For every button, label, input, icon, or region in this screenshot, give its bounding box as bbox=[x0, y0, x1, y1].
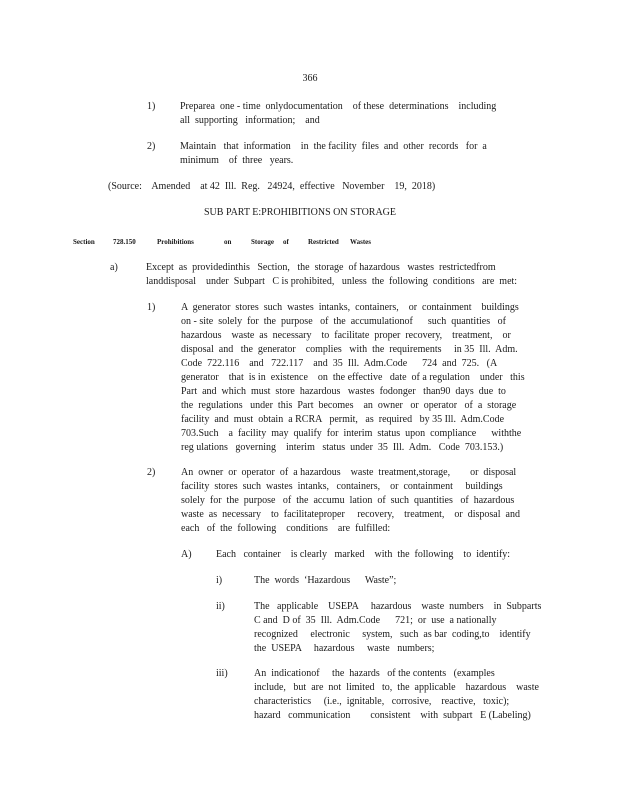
roman-ii-line: The applicable USEPA hazardous waste numbers in Subparts bbox=[254, 601, 542, 612]
roman-iii-line: hazard communication consistent with subpart E (Labeling) bbox=[254, 710, 531, 721]
sub1-line: Part and which must store hazardous wastes fodonger than90 days due to bbox=[181, 386, 506, 397]
page-number: 366 bbox=[302, 73, 318, 84]
roman-i-number: i) bbox=[216, 575, 223, 586]
item-1-line-2: all supporting information; and bbox=[180, 115, 320, 126]
item-2-number: 2) bbox=[147, 141, 156, 152]
roman-iii-line: include, but are not limited to, the applicable hazardous waste bbox=[254, 682, 539, 693]
item-2-line-2: minimum of three years. bbox=[180, 155, 294, 166]
roman-iii-line: An indicationof the hazards of the contents (examples bbox=[254, 668, 495, 679]
sub1-line: disposal and the generator complies with the requirements in 35 Ill. Adm. bbox=[181, 344, 518, 355]
sub2-number: 2) bbox=[147, 467, 156, 478]
sub1-line: reg ulations governing interim status under 35 Ill. Adm. Code 703.153.) bbox=[181, 442, 504, 453]
roman-ii-line: C and D of 35 Ill. Adm.Code 721; or use a nationally bbox=[254, 615, 497, 626]
roman-iii-number: iii) bbox=[216, 668, 228, 679]
section-title-word-1: Prohibitions bbox=[157, 238, 194, 246]
para-a-number: a) bbox=[110, 262, 118, 273]
sub1-line: on - site solely for the purpose of the accumulationof such quantities of bbox=[181, 316, 506, 327]
section-title-word-6: Wastes bbox=[350, 238, 371, 246]
sub1-number: 1) bbox=[147, 302, 156, 313]
sub2-line: waste as necessary to facilitateproper recovery, treatment, or disposal and bbox=[181, 509, 520, 520]
sub2-line: solely for the purpose of the accumu lation of such quantities of hazardous bbox=[181, 495, 515, 506]
sub2-line: facility stores such wastes intanks, containers, or containment buildings bbox=[181, 481, 503, 492]
section-title-word-4: of bbox=[283, 238, 289, 246]
sub1-line: A generator stores such wastes intanks, containers, or containment buildings bbox=[181, 302, 519, 313]
sub2-line: each of the following conditions are fulfilled: bbox=[181, 523, 391, 534]
roman-ii-line: the USEPA hazardous waste numbers; bbox=[254, 643, 435, 654]
sub1-line: hazardous waste as necessary to facilitate proper recovery, treatment, or bbox=[181, 330, 511, 341]
source-note: (Source: Amended at 42 Ill. Reg. 24924, effective November 19, 2018) bbox=[108, 181, 436, 192]
subA-number: A) bbox=[181, 549, 192, 560]
roman-ii-line: recognized electronic system, such as bar coding,to identify bbox=[254, 629, 531, 640]
sub1-line: the regulations under this Part becomes an owner or operator of a storage bbox=[181, 400, 517, 411]
para-a-line-1: Except as providedinthis Section, the storage of hazardous wastes restrictedfrom bbox=[146, 262, 496, 273]
item-1-number: 1) bbox=[147, 101, 156, 112]
para-a-line-2: landdisposal under Subpart C is prohibited, unless the following conditions are met: bbox=[146, 276, 518, 287]
sub2-line: An owner or operator of a hazardous waste treatment,storage, or disposal bbox=[181, 467, 517, 478]
section-title-word-2: on bbox=[224, 238, 232, 246]
sub1-line: Code 722.116 and 722.117 and 35 Ill. Adm.Code 724 and 725. (A bbox=[181, 358, 498, 369]
item-2-line-1: Maintain that information in the facility files and other records for a bbox=[180, 141, 487, 152]
section-number: 728.150 bbox=[113, 238, 136, 246]
roman-i-line: The words ‘Hazardous Waste”; bbox=[254, 575, 397, 586]
section-title-word-5: Restricted bbox=[308, 238, 339, 246]
sub1-line: generator that is in existence on the effective date of a regulation under this bbox=[181, 372, 525, 383]
roman-ii-number: ii) bbox=[216, 601, 225, 612]
section-label: Section bbox=[73, 238, 95, 246]
sub1-line: facility and must obtain a RCRA permit, as required by 35 Ill. Adm.Code bbox=[181, 414, 505, 425]
roman-iii-line: characteristics (i.e., ignitable, corrosive, reactive, toxic); bbox=[254, 696, 510, 707]
sub1-line: 703.Such a facility may qualify for interim status upon compliance withthe bbox=[181, 428, 522, 439]
section-title-word-3: Storage bbox=[251, 238, 274, 246]
subA-text: Each container is clearly marked with the following to identify: bbox=[216, 549, 511, 560]
item-1-line-1: Preparea one - time onlydocumentation of these determinations including bbox=[180, 101, 497, 112]
subpart-heading: SUB PART E:PROHIBITIONS ON STORAGE bbox=[203, 207, 397, 218]
